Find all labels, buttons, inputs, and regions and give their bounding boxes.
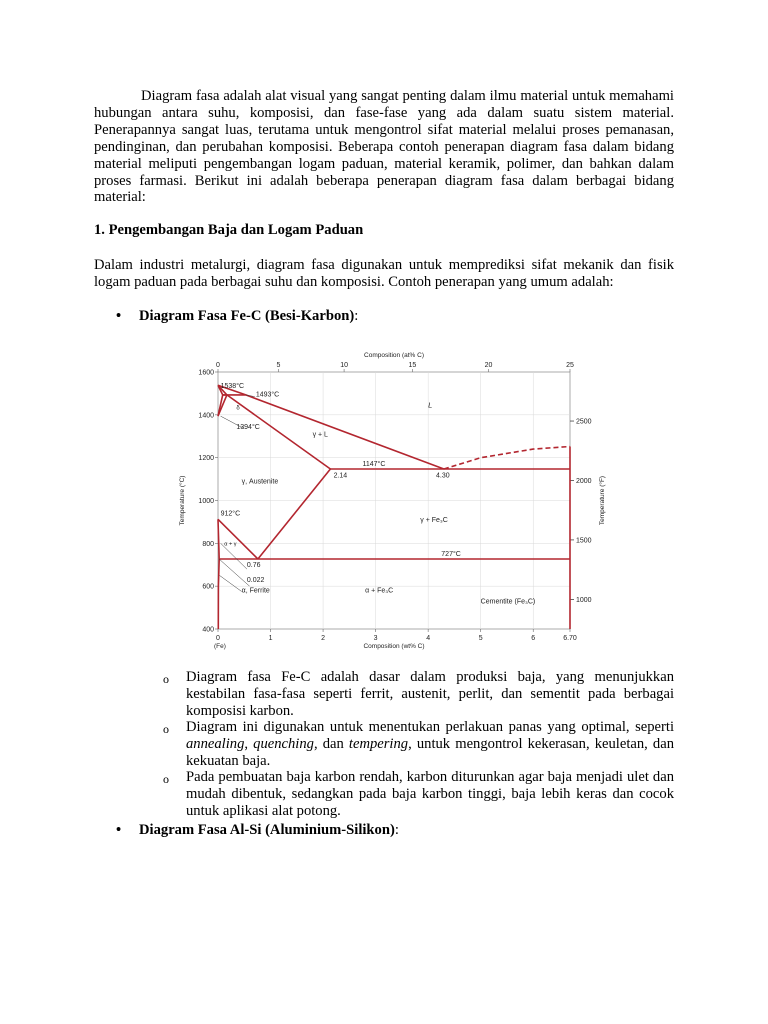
intro-paragraph: Diagram fasa adalah alat visual yang sangat penting dalam ilmu material untuk memahami hubungan antara suhu, komposisi, dan fase-fase yang ada dalam suatu sistem material. Penerapannya sangat luas, terutama untuk mengontrol sifat material melalui proses pemanasan, pendinginan, dan perubahan komposisi. Beberapa contoh penerapan diagram fasa dalam bidang material meliputi pengembangan logam paduan, material keramik, polimer, dan bahkan dalam proses farmasi. Berikut ini adalah beberapa penerapan diagram fasa dalam berbagai bidang material: <box>94 88 674 206</box>
x-axis-title: Composition (wt% C) <box>363 643 425 650</box>
subitem-2-dan: , dan <box>313 735 349 752</box>
label-alpha-gamma: α + γ <box>224 541 237 548</box>
label-727: 727°C <box>441 551 461 559</box>
top-tick-label: 5 <box>276 362 281 369</box>
bullet-marker: • <box>116 822 122 838</box>
subitem-3-text: Pada pembuatan baja karbon rendah, karbon diturunkan agar baja menjadi ulet dan mudah dibentuk, sedangkan pada baja karbon tinggi, baja lebih keras dan cocok untuk aplikasi alat potong. <box>186 769 674 819</box>
top-tick-label: 25 <box>566 362 574 369</box>
bullet-alsi-colon: : <box>394 822 399 838</box>
x-tick-label: 6 <box>531 635 536 642</box>
subitem-2-text <box>186 719 674 770</box>
x-tick-label: 4 <box>426 635 431 642</box>
term-quenching: quenching <box>253 735 314 752</box>
y-tick-label: 1200 <box>198 455 214 463</box>
right-tick-label: 2000 <box>576 478 592 486</box>
bullet-alsi-label: Diagram Fasa Al-Si (Aluminium-Silikon) <box>139 822 395 838</box>
label-0-022: 0.022 <box>246 576 265 584</box>
y-tick-label: 1400 <box>198 412 214 420</box>
bullet-fec <box>0 308 768 326</box>
term-annealing: annealing <box>186 735 245 752</box>
subitem-2-tail: , untuk mengontrol kekerasan, keuletan, dan kekuatan baja. <box>186 735 674 769</box>
x-tick-label: 2 <box>321 635 326 642</box>
top-tick-label: 20 <box>484 362 493 369</box>
leader-line <box>220 575 242 591</box>
phase-line-solvus <box>218 559 219 629</box>
subitem-3-marker: o <box>163 772 169 786</box>
bullet-alsi <box>0 822 768 840</box>
section-1-paragraph: Dalam industri metalurgi, diagram fasa digunakan untuk memprediksi sifat mekanik dan fisik logam paduan pada berbagai suhu dan komposisi. Contoh penerapan yang umum adalah: <box>94 257 674 290</box>
x-tick-label: 0 <box>216 635 220 642</box>
subitem-2-lead: Diagram ini digunakan untuk menentukan perlakuan panas yang optimal, seperti <box>186 719 674 735</box>
label-liquid: L <box>428 400 433 410</box>
y-axis-title: Temperature (°C) <box>179 475 186 526</box>
label-1538: 1538°C <box>220 383 245 391</box>
y2-axis-title: Temperature (°F) <box>599 475 606 526</box>
label-0-76: 0.76 <box>246 561 261 569</box>
fe-label: (Fe) <box>214 643 226 650</box>
right-tick-label: 1500 <box>576 537 592 545</box>
top-tick-label: 10 <box>340 362 348 369</box>
phase-line-a3 <box>218 519 258 559</box>
label-912: 912°C <box>220 510 241 518</box>
x-tick-label: 1 <box>268 635 273 642</box>
label-austenite: γ, Austenite <box>241 478 279 486</box>
x-tick-label: 3 <box>373 635 378 642</box>
bullet-marker: • <box>116 308 122 324</box>
y-tick-label: 1600 <box>198 369 214 377</box>
label-ferrite: α, Ferrite <box>241 587 270 595</box>
leader-line <box>221 416 245 429</box>
y-tick-label: 400 <box>202 626 214 634</box>
subitem-1-marker: o <box>163 672 169 686</box>
top-tick-label: 0 <box>216 362 220 369</box>
top-tick-label: 15 <box>408 362 417 369</box>
subitem-1-text: Diagram fasa Fe-C adalah dasar dalam produksi baja, yang menunjukkan kestabilan fasa-fasa seperti ferrit, austenit, perlit, dan sementit pada berbagai komposisi karbon. <box>186 669 674 719</box>
fe-c-phase-diagram <box>170 346 610 650</box>
leader-line <box>219 559 249 586</box>
label-2-14: 2.14 <box>333 472 348 480</box>
label-4-30: 4.30 <box>436 472 450 480</box>
label-delta: δ <box>236 405 240 412</box>
bullet-fec-colon: : <box>354 308 359 324</box>
right-tick-label: 2500 <box>576 418 592 426</box>
label-gamma-l: γ + L <box>312 431 328 439</box>
label-gamma-fe3c: γ + Fe₃C <box>420 516 448 524</box>
bullet-fec-label: Diagram Fasa Fe-C (Besi-Karbon) <box>139 308 355 324</box>
right-tick-label: 1000 <box>576 596 592 604</box>
label-1394: 1394°C <box>236 423 260 431</box>
x-tick-label: 6.70 <box>563 635 577 642</box>
subitem-2-marker: o <box>163 722 169 736</box>
label-cementite: Cementite (Fe₃C) <box>480 598 536 606</box>
label-1493: 1493°C <box>255 391 280 399</box>
subitem-2-comma: , <box>244 735 254 752</box>
y-tick-label: 600 <box>202 583 214 591</box>
term-tempering: tempering <box>348 735 409 752</box>
y-tick-label: 1000 <box>198 498 214 505</box>
label-alpha-fe3c: α + Fe₃C <box>365 587 394 595</box>
section-1-heading: 1. Pengembangan Baja dan Logam Paduan <box>94 222 364 238</box>
label-1147: 1147°C <box>362 461 386 469</box>
y-tick-label: 800 <box>202 540 214 548</box>
top-axis-title: Composition (at% C) <box>364 352 424 359</box>
x-tick-label: 5 <box>478 635 483 642</box>
